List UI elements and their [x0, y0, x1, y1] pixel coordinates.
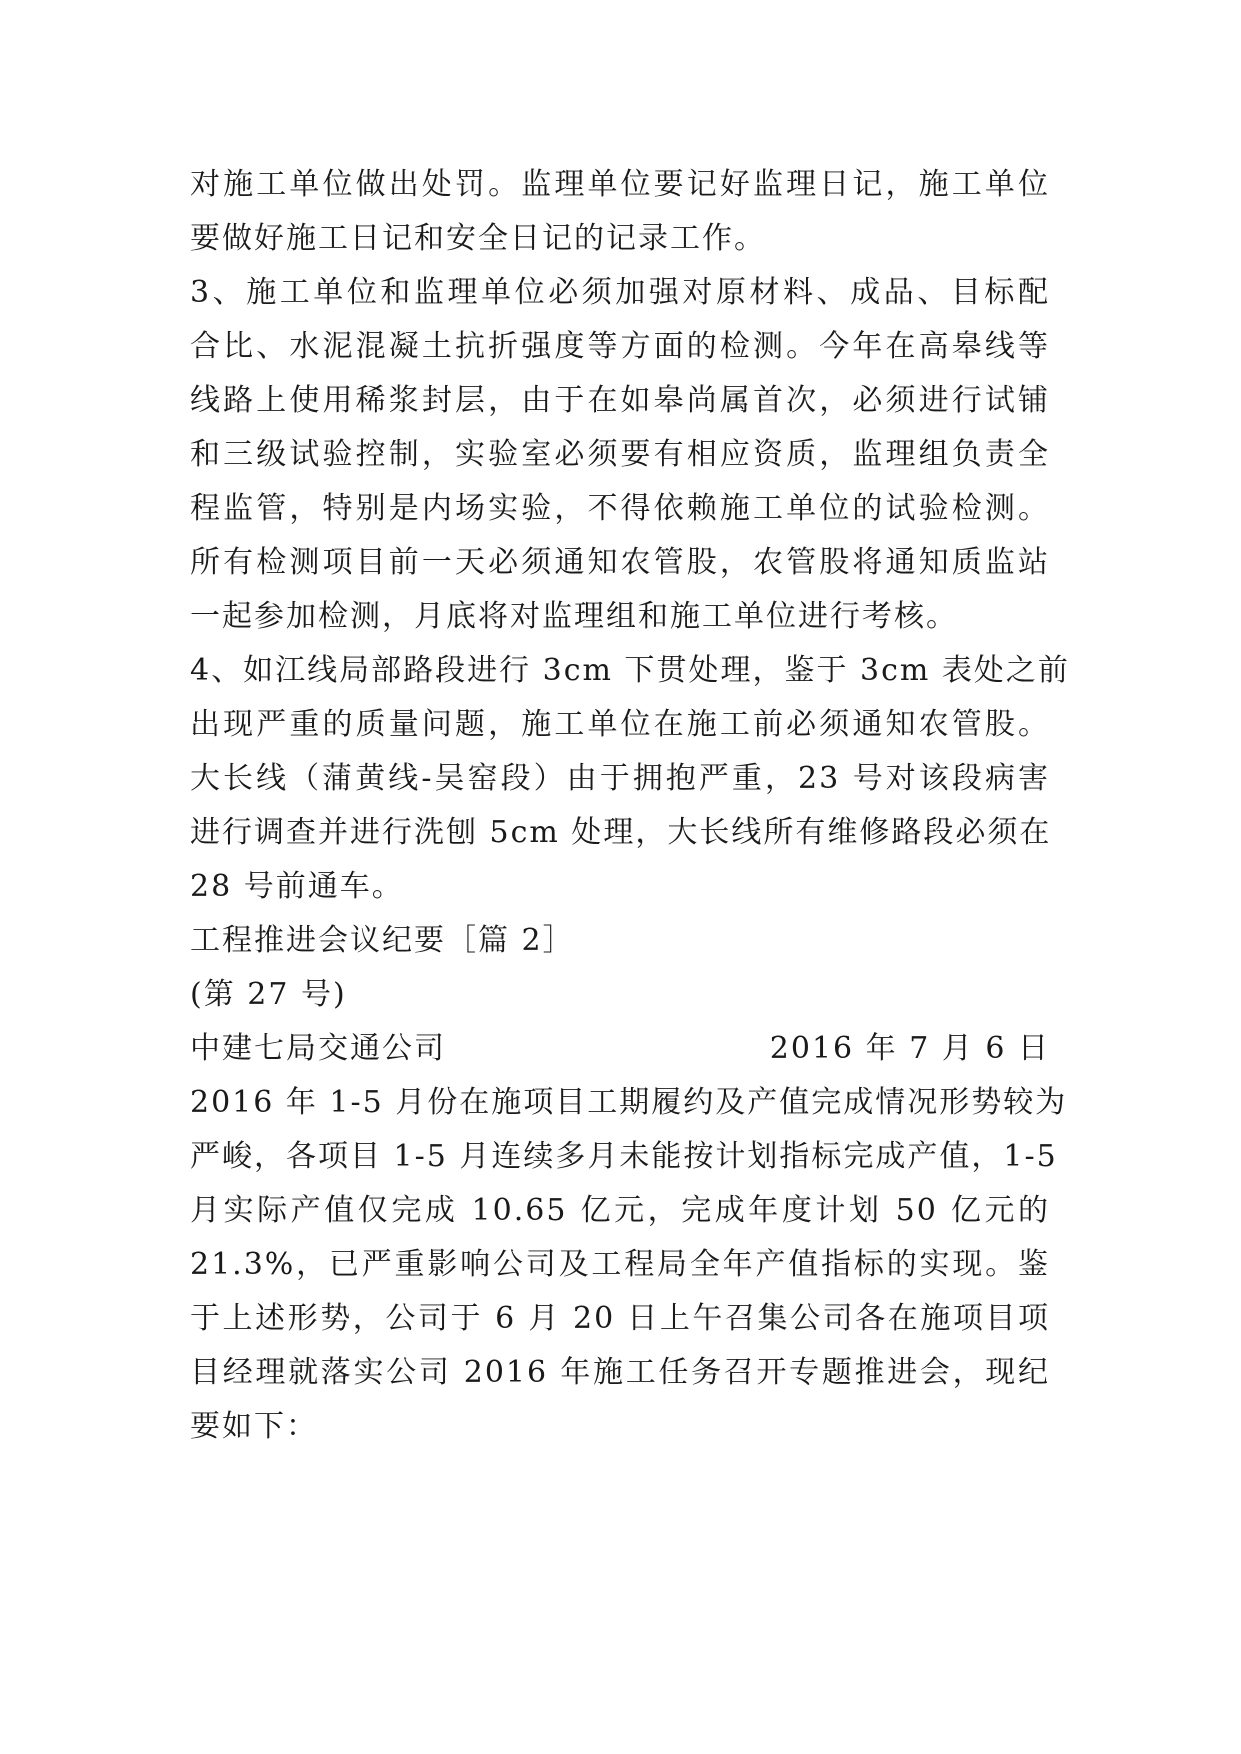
text-line: 2016 年 1-5 月份在施项目工期履约及产值完成情况形势较为	[190, 1085, 1068, 1120]
document-number: (第 27 号)	[190, 977, 347, 1012]
text-line: 出现严重的质量问题，施工单位在施工前必须通知农管股。	[190, 707, 1050, 742]
text-line: 对施工单位做出处罚。监理单位要记好监理日记，施工单位	[190, 167, 1050, 202]
text-line: 大长线（蒲黄线-吴窑段）由于拥抱严重，23 号对该段病害	[190, 761, 1050, 796]
text-line: 一起参加检测，月底将对监理组和施工单位进行考核。	[190, 599, 958, 634]
text-line: 于上述形势，公司于 6 月 20 日上午召集公司各在施项目项	[190, 1301, 1050, 1336]
issue-date: 2016 年 7 月 6 日	[769, 1031, 1050, 1066]
issuer-name: 中建七局交通公司	[190, 1031, 446, 1066]
text-line: 和三级试验控制，实验室必须要有相应资质，监理组负责全	[190, 437, 1050, 472]
text-line: 3、施工单位和监理单位必须加强对原材料、成品、目标配	[190, 275, 1050, 310]
text-line: 所有检测项目前一天必须通知农管股，农管股将通知质监站	[190, 545, 1050, 580]
text-line: 要做好施工日记和安全日记的记录工作。	[190, 221, 766, 256]
text-line: 21.3%，已严重影响公司及工程局全年产值指标的实现。鉴	[190, 1247, 1050, 1282]
text-line: 严峻，各项目 1-5 月连续多月未能按计划指标完成产值，1-5	[190, 1139, 1058, 1174]
text-line: 合比、水泥混凝土抗折强度等方面的检测。今年在高皋线等	[190, 329, 1050, 364]
text-line: 目经理就落实公司 2016 年施工任务召开专题推进会，现纪	[190, 1355, 1050, 1390]
text-line: 28 号前通车。	[190, 869, 404, 904]
text-line: 进行调查并进行洗刨 5cm 处理，大长线所有维修路段必须在	[190, 815, 1052, 850]
section-title: 工程推进会议纪要［篇 2］	[190, 923, 575, 958]
text-line: 月实际产值仅完成 10.65 亿元，完成年度计划 50 亿元的	[190, 1193, 1050, 1228]
text-line: 程监管，特别是内场实验，不得依赖施工单位的试验检测。	[190, 491, 1050, 526]
text-line: 要如下：	[190, 1409, 318, 1444]
text-line: 4、如江线局部路段进行 3cm 下贯处理，鉴于 3cm 表处之前	[190, 653, 1070, 688]
memo-header	[190, 1027, 1050, 1071]
text-line: 线路上使用稀浆封层，由于在如皋尚属首次，必须进行试铺	[190, 383, 1050, 418]
